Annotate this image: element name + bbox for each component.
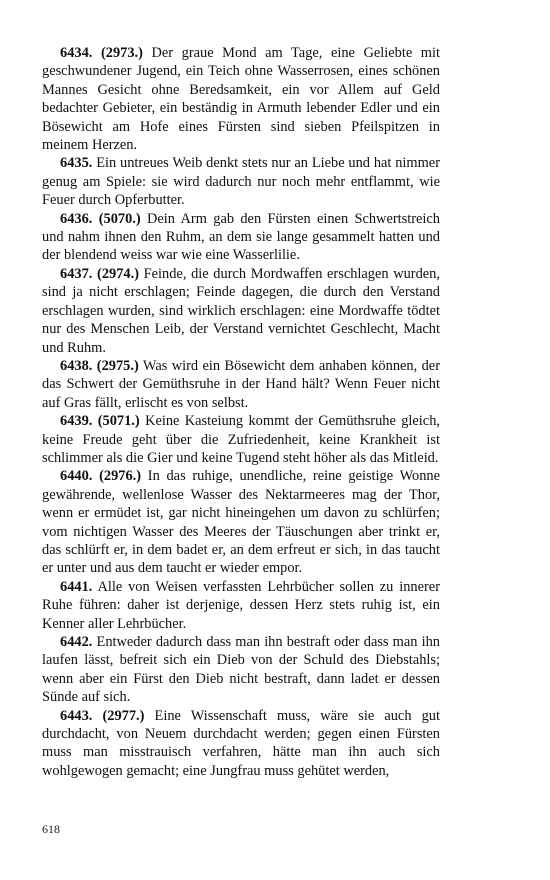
- entry-number: 6434. (2973.): [60, 45, 143, 61]
- entry-number: 6436. (5070.): [60, 210, 141, 227]
- entry-text: Keine Kasteiung kommt der Gemüthsruhe gleich, keine Freude geht über die Zufriedenheit, keine Krankheit ist schlimmer als die Gier und keine Tugend steht höher als das Mitleid.: [42, 413, 440, 466]
- entry-number: 6443. (2977.): [60, 707, 145, 724]
- entry-number: 6440. (2976.): [60, 468, 142, 485]
- entry-text: Eine Wissenschaft muss, wäre sie auch gut durchdacht, von Neuem durchdacht werden; gegen einen Fürsten muss man misstrauisch verfahren, hätte man ihn auch sich wohlgewogen gemacht; eine Jungfrau muss gehütet werden,: [42, 707, 440, 779]
- page-text: [42, 44, 440, 780]
- page-number: 618: [42, 822, 60, 836]
- entry-6437: [42, 265, 440, 357]
- entry-number: 6435.: [60, 155, 93, 172]
- entry-number: 6441.: [60, 578, 93, 595]
- entry-6438: [42, 357, 440, 412]
- entry-6434: [42, 44, 440, 154]
- entry-text: Der graue Mond am Tage, eine Geliebte mit geschwundener Jugend, ein Teich ohne Wasserrosen, eines schönen Mannes Gesicht ohne Beredsamkeit, ein vor Allem auf Geld bedachter Gebieter, ein beständig in Armuth lebender Edler und ein Bösewicht am Hofe eines Fürsten sind sieben Pfeilspitzen in meinem Herzen.: [42, 45, 440, 154]
- entry-6440: [42, 467, 440, 577]
- entry-text: Alle von Weisen verfassten Lehrbücher sollen zu innerer Ruhe führen: daher ist derjenige, dessen Herz stets ruhig ist, ein Kenner aller Lehrbücher.: [42, 578, 440, 632]
- entry-text: Was wird ein Bösewicht dem anhaben können, der das Schwert der Gemüthsruhe in der Hand hält? Wenn Feuer nicht auf Gras fällt, erlischt es von selbst.: [42, 357, 440, 411]
- entry-6435: [42, 154, 440, 209]
- entry-6443: [42, 707, 440, 781]
- entry-number: 6438. (2975.): [60, 357, 139, 374]
- entry-number: 6437. (2974.): [60, 265, 139, 282]
- entry-6442: [42, 633, 440, 707]
- entry-text: Entweder dadurch dass man ihn bestraft oder dass man ihn laufen lässt, befreit sich ein Dieb von der Schuld des Diebstahls; wenn aber ein Fürst den Dieb nicht bestraft, dann ladet er dessen Sünde auf sich.: [42, 634, 440, 706]
- entry-6439: [42, 412, 440, 467]
- entry-text: Dein Arm gab den Fürsten einen Schwertstreich und nahm ihnen den Ruhm, an dem sie lange gesammelt hatten und der blendend weiss war wie eine Wasserlilie.: [42, 210, 440, 264]
- entry-6441: [42, 578, 440, 633]
- entry-number: 6442.: [60, 634, 93, 650]
- entry-number: 6439. (5071.): [60, 413, 140, 430]
- entry-6436: [42, 210, 440, 265]
- entry-text: Feinde, die durch Mordwaffen erschlagen wurden, sind ja nicht erschlagen; Feinde dagegen, die durch den Verstand erschlagen wurden, sind wirklich erschlagen: eine Mordwaffe tödtet nur des Menschen Leib, der Verstand vernichtet Geschlecht, Macht und Ruhm.: [42, 265, 440, 356]
- entry-text: In das ruhige, unendliche, reine geistige Wonne gewährende, wellenlose Wasser des Nektarmeeres mag der Thor, wenn er ermüdet ist, gar nicht hineingehen um davon zu schlürfen; vom nichtigen Wasser des Meeres der Täuschungen aber trinkt er, das schlürft er, in dem badet er, an dem erfreut er sich, in das taucht er unter und aus dem taucht er wieder empor.: [42, 468, 440, 577]
- entry-text: Ein untreues Weib denkt stets nur an Liebe und hat nimmer genug am Spiele: sie wird dadurch nur noch mehr entflammt, wie Feuer durch Opferbutter.: [42, 155, 440, 209]
